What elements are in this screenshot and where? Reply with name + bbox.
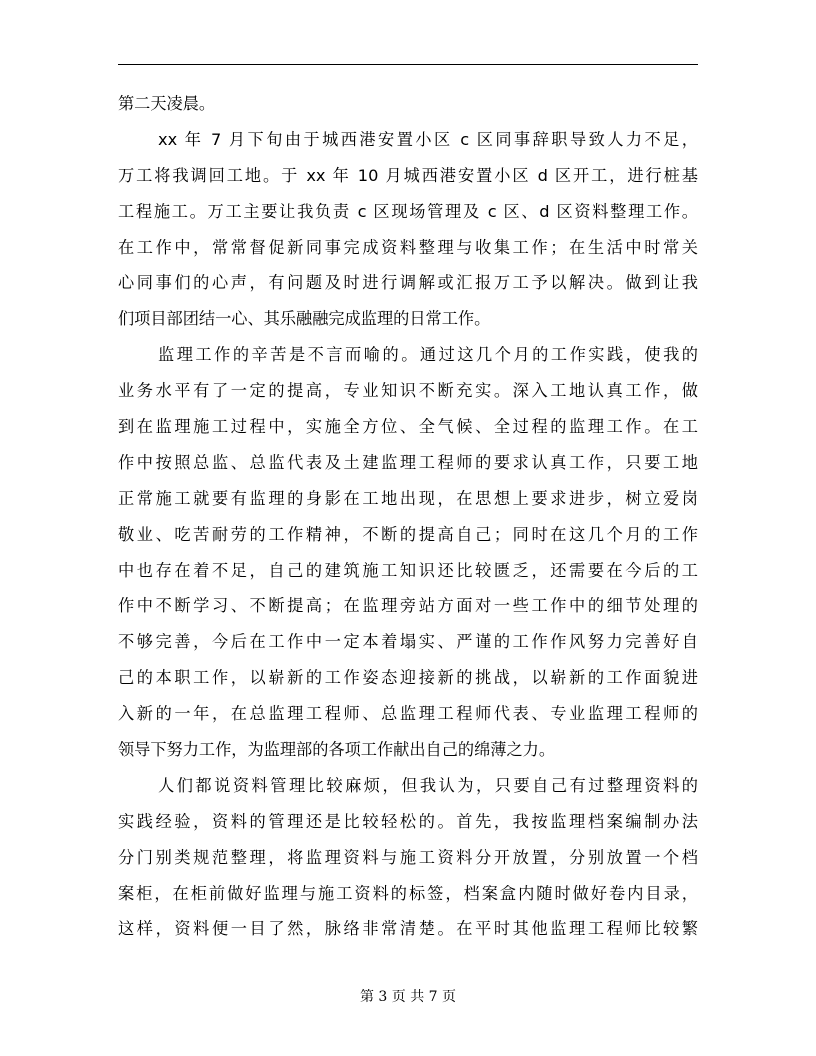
text-line: 到在监理施工过程中，实施全方位、全气候、全过程的监理工作。在工 <box>118 417 698 437</box>
text-line: 监理工作的辛苦是不言而喻的。通过这几个月的工作实践，使我的 <box>158 345 698 365</box>
text-line: 们项目部团结一心、其乐融融完成监理的日常工作。 <box>118 309 491 329</box>
text-line: 作中按照总监、总监代表及土建监理工程师的要求认真工作，只要工地 <box>118 452 698 472</box>
text-line: 己的本职工作，以崭新的工作姿态迎接新的挑战，以崭新的工作面貌进 <box>118 668 698 688</box>
text-line: 心同事们的心声，有问题及时进行调解或汇报万工予以解决。做到让我 <box>118 273 698 293</box>
text-line: 领导下努力工作，为监理部的各项工作献出自己的绵薄之力。 <box>118 740 556 760</box>
text-line: 正常施工就要有监理的身影在工地出现，在思想上要求进步，树立爱岗 <box>118 488 698 508</box>
text-line: 人们都说资料管理比较麻烦，但我认为，只要自己有过整理资料的 <box>158 775 698 795</box>
text-line: 第二天凌晨。 <box>118 94 216 113</box>
text-line: 敬业、吃苦耐劳的工作精神，不断的提高自己；同时在这几个月的工作 <box>118 524 698 544</box>
text-line: 实践经验，资料的管理还是比较轻松的。首先，我按监理档案编制办法 <box>118 811 698 831</box>
text-line: 入新的一年，在总监理工程师、总监理工程师代表、专业监理工程师的 <box>118 704 698 724</box>
text-line: 工程施工。万工主要让我负责 c 区现场管理及 c 区、d 区资料整理工作。 <box>118 201 698 221</box>
text-line: 这样，资料便一目了然，脉络非常清楚。在平时其他监理工程师比较繁 <box>118 919 698 939</box>
text-line: 在工作中，常常督促新同事完成资料整理与收集工作；在生活中时常关 <box>118 237 698 257</box>
text-line: 不够完善，今后在工作中一定本着塌实、严谨的工作作风努力完善好自 <box>118 632 698 652</box>
page-footer: 第 3 页 共 7 页 <box>359 989 457 1005</box>
header-rule <box>118 64 698 65</box>
text-line: 作中不断学习、不断提高；在监理旁站方面对一些工作中的细节处理的 <box>118 596 698 616</box>
text-line: 万工将我调回工地。于 xx 年 10 月城西港安置小区 d 区开工，进行桩基 <box>118 165 698 185</box>
text-line: xx 年 7 月下旬由于城西港安置小区 c 区同事辞职导致人力不足， <box>158 129 698 149</box>
text-line: 业务水平有了一定的提高，专业知识不断充实。深入工地认真工作，做 <box>118 381 698 401</box>
text-line: 案柜，在柜前做好监理与施工资料的标签，档案盒内随时做好卷内目录， <box>118 883 698 903</box>
text-line: 中也存在着不足，自己的建筑施工知识还比较匮乏，还需要在今后的工 <box>118 560 698 580</box>
text-line: 分门别类规范整理，将监理资料与施工资料分开放置，分别放置一个档 <box>118 847 698 867</box>
document-body <box>118 86 698 947</box>
